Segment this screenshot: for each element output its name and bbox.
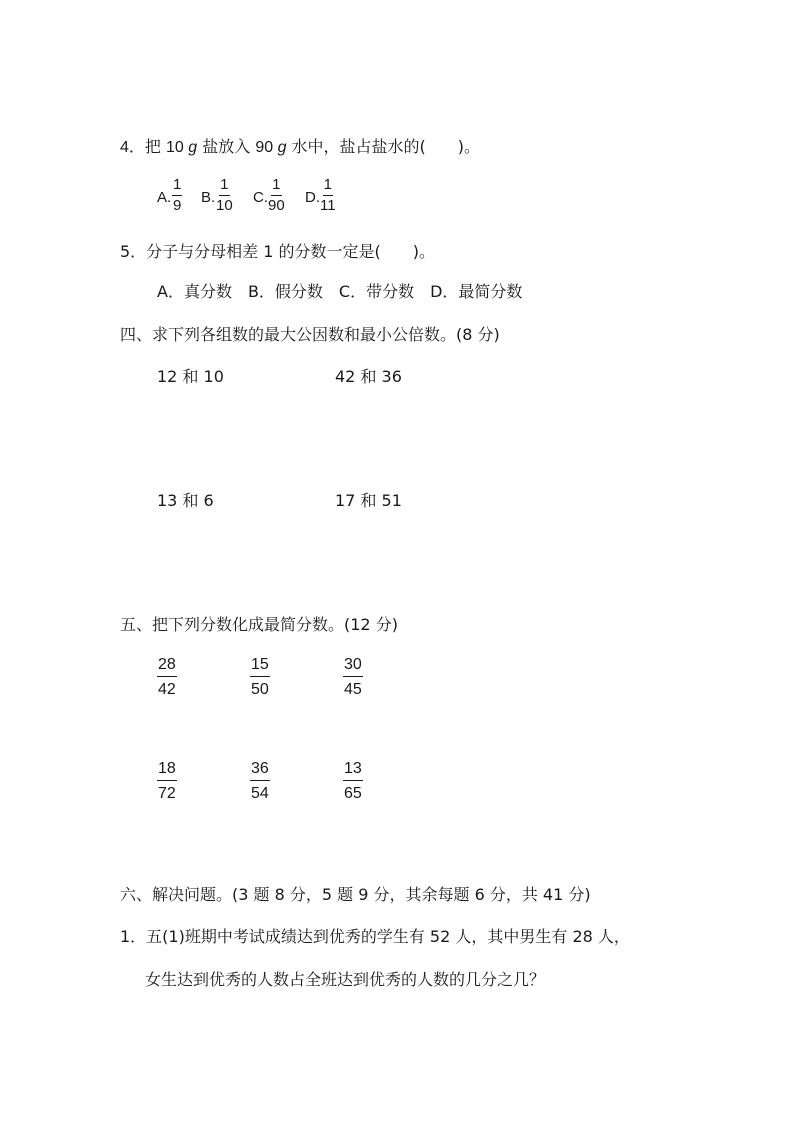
fraction-item: $\frac{15}{50}$	[251, 656, 269, 698]
section-4-title: 四、求下列各组数的最大公因数和最小公倍数。(8 分)	[120, 325, 500, 344]
question-number: 4．	[120, 139, 145, 156]
option-c-label: C.	[253, 189, 268, 206]
option-d-label: D.	[305, 189, 320, 206]
question-5: 5．分子与分母相差 1 的分数一定是( )。	[120, 242, 436, 261]
number-pair: 42 和 36	[335, 367, 402, 386]
option-b-label: B.	[201, 189, 216, 206]
number-pair: 12 和 10	[157, 367, 224, 386]
fraction-item: $\frac{13}{65}$	[344, 760, 362, 802]
option-a-fraction[interactable]: 1 9	[173, 176, 182, 214]
option-c-fraction[interactable]: 1 90	[268, 176, 285, 214]
option-a-label: A.	[157, 189, 172, 206]
question-5-options: A．真分数 B．假分数 C．带分数 D．最简分数	[157, 282, 523, 301]
number-pair: 13 和 6	[157, 491, 214, 510]
fraction-item: $\frac{36}{54}$	[251, 760, 269, 802]
fraction-item: $\frac{28}{42}$	[158, 656, 176, 698]
option-b-fraction[interactable]: 1 10	[216, 176, 233, 214]
problem-1-line-2: 女生达到优秀的人数占全班达到优秀的人数的几分之几？	[145, 970, 546, 989]
fraction-item: $\frac{30}{45}$	[344, 656, 362, 698]
option-d-fraction[interactable]: 1 11	[320, 176, 336, 214]
section-6-title: 六、解决问题。(3 题 8 分，5 题 9 分，其余每题 6 分，共 41 分)	[120, 885, 591, 904]
fraction-item: $\frac{18}{72}$	[158, 760, 176, 802]
problem-1-line-1: 1．五(1)班期中考试成绩达到优秀的学生有 52 人，其中男生有 28 人，	[120, 927, 630, 946]
section-5-title: 五、把下列分数化成最简分数。(12 分)	[120, 615, 398, 634]
number-pair: 17 和 51	[335, 491, 402, 510]
question-4: 4．把 10 g 盐放入 90 g 水中，盐占盐水的( )。	[120, 137, 481, 156]
